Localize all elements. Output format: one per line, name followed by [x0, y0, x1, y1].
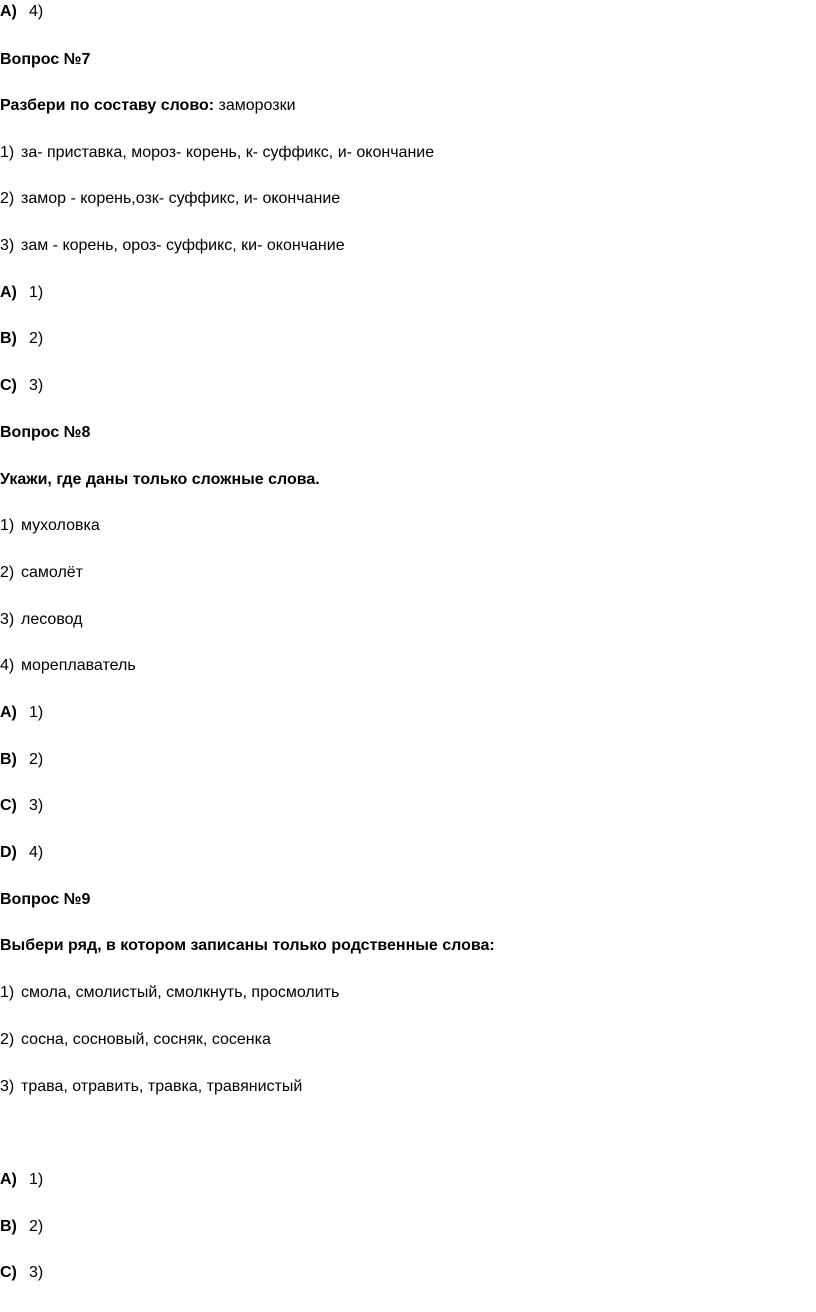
option-text: мореплаватель: [21, 657, 136, 674]
question-8-heading: Вопрос №8: [0, 424, 91, 441]
question-9-answer-b: [0, 1217, 43, 1237]
answer-value: 1): [29, 704, 44, 721]
answer-value: 1): [29, 284, 44, 301]
prompt-word: заморозки: [214, 97, 296, 114]
question-8-prompt: Укажи, где даны только сложные слова.: [0, 471, 320, 488]
option-number: 3): [0, 1078, 15, 1095]
answer-letter: B): [0, 1218, 17, 1235]
answer-letter: A): [0, 284, 17, 301]
question-7-heading: Вопрос №7: [0, 51, 91, 68]
option-number: 2): [0, 190, 15, 207]
option-number: 2): [0, 564, 15, 581]
question-8-answer-c: [0, 796, 43, 816]
question-7-answer-c: [0, 376, 43, 396]
answer-letter: B): [0, 751, 17, 768]
option-number: 1): [0, 517, 15, 534]
option-text: самолёт: [21, 564, 84, 581]
answer-value: 2): [29, 330, 44, 347]
answer-letter: C): [0, 797, 17, 814]
answer-option-a: [0, 2, 43, 22]
question-9-option-2: [0, 1030, 271, 1050]
option-text: трава, отравить, травка, травянистый: [21, 1078, 303, 1095]
question-8-answer-a: [0, 703, 43, 723]
question-9-prompt: Выбери ряд, в котором записаны только родственные слова:: [0, 937, 495, 954]
question-8-answer-b: [0, 750, 43, 770]
answer-value: 2): [29, 1218, 44, 1235]
question-7-answer-b: [0, 329, 43, 349]
question-7-option-3: [0, 236, 345, 256]
answer-value: 1): [29, 1171, 44, 1188]
option-number: 2): [0, 1031, 15, 1048]
answer-value: 3): [29, 377, 44, 394]
question-7-option-1: [0, 143, 434, 163]
answer-value: 2): [29, 751, 44, 768]
option-text: лесовод: [21, 611, 83, 628]
question-9-answer-a: [0, 1170, 43, 1190]
option-number: 4): [0, 657, 15, 674]
question-8-option-2: [0, 563, 83, 583]
answer-letter: A): [0, 3, 17, 20]
question-7-answer-a: [0, 283, 43, 303]
question-7-prompt: [0, 96, 296, 116]
answer-letter: B): [0, 330, 17, 347]
option-number: 1): [0, 144, 15, 161]
answer-letter: A): [0, 704, 17, 721]
question-8-option-3: [0, 610, 83, 630]
option-text: замор - корень,озк- суффикс, и- окончание: [21, 190, 341, 207]
option-text: сосна, сосновый, сосняк, сосенка: [21, 1031, 271, 1048]
question-9-answer-c: [0, 1263, 43, 1283]
option-text: мухоловка: [21, 517, 100, 534]
question-8-answer-d: [0, 843, 43, 863]
answer-value: 3): [29, 1264, 44, 1281]
answer-letter: D): [0, 844, 17, 861]
option-text: за- приставка, мороз- корень, к- суффикс, и- окончание: [21, 144, 435, 161]
answer-letter: C): [0, 377, 17, 394]
question-9-option-3: [0, 1077, 302, 1097]
question-9-option-1: [0, 983, 339, 1003]
option-number: 3): [0, 611, 15, 628]
option-text: зам - корень, ороз- суффикс, ки- окончание: [21, 237, 345, 254]
option-text: смола, смолистый, смолкнуть, просмолить: [21, 984, 340, 1001]
answer-value: 3): [29, 797, 44, 814]
answer-value: 4): [29, 844, 44, 861]
question-7-option-2: [0, 189, 340, 209]
option-number: 1): [0, 984, 15, 1001]
answer-letter: A): [0, 1171, 17, 1188]
answer-value: 4): [29, 3, 44, 20]
question-9-heading: Вопрос №9: [0, 891, 91, 908]
prompt-bold-text: Разбери по составу слово:: [0, 97, 215, 114]
option-number: 3): [0, 237, 15, 254]
answer-letter: C): [0, 1264, 17, 1281]
question-8-option-1: [0, 516, 100, 536]
question-8-option-4: [0, 656, 136, 676]
